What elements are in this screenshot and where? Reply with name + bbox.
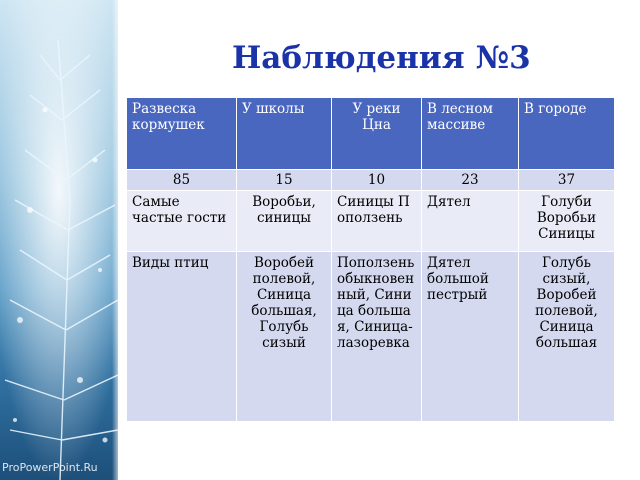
table-cell: Воробей полевой, Синица большая, Голубь сизый (237, 252, 332, 422)
header-cell: В городе (519, 98, 615, 170)
table-cell: Голуби Воробьи Синицы (519, 191, 615, 252)
header-row (127, 98, 615, 170)
row-label: Самые частые гости (127, 191, 237, 252)
count-cell: 85 (127, 170, 237, 191)
table-cell: Дятел большой пестрый (422, 252, 519, 422)
frosted-pine-background (0, 0, 118, 480)
header-cell: У школы (237, 98, 332, 170)
frequent-guests-row (127, 191, 615, 252)
table-cell: Голубь сизый, Воробей полевой, Синица большая (519, 252, 615, 422)
species-row (127, 252, 615, 422)
header-cell: Развеска кормушек (127, 98, 237, 170)
pine-branch-illustration (0, 0, 118, 480)
count-cell: 10 (332, 170, 422, 191)
table-cell: Воробьи, синицы (237, 191, 332, 252)
count-row (127, 170, 615, 191)
frost-edge-fade (112, 0, 118, 480)
count-cell: 23 (422, 170, 519, 191)
observations-table (126, 97, 615, 422)
table-cell: Поползень обыкновенный, Синица большая, Синица-лазоревка (332, 252, 422, 422)
count-cell: 37 (519, 170, 615, 191)
header-cell: У реки Цна (332, 98, 422, 170)
watermark: ProPowerPoint.Ru (2, 461, 98, 474)
header-cell: В лесном массиве (422, 98, 519, 170)
row-label: Виды птиц (127, 252, 237, 422)
slide-title: Наблюдения №3 (232, 40, 531, 76)
count-cell: 15 (237, 170, 332, 191)
table-cell: Синицы Поползень (332, 191, 422, 252)
table-cell: Дятел (422, 191, 519, 252)
